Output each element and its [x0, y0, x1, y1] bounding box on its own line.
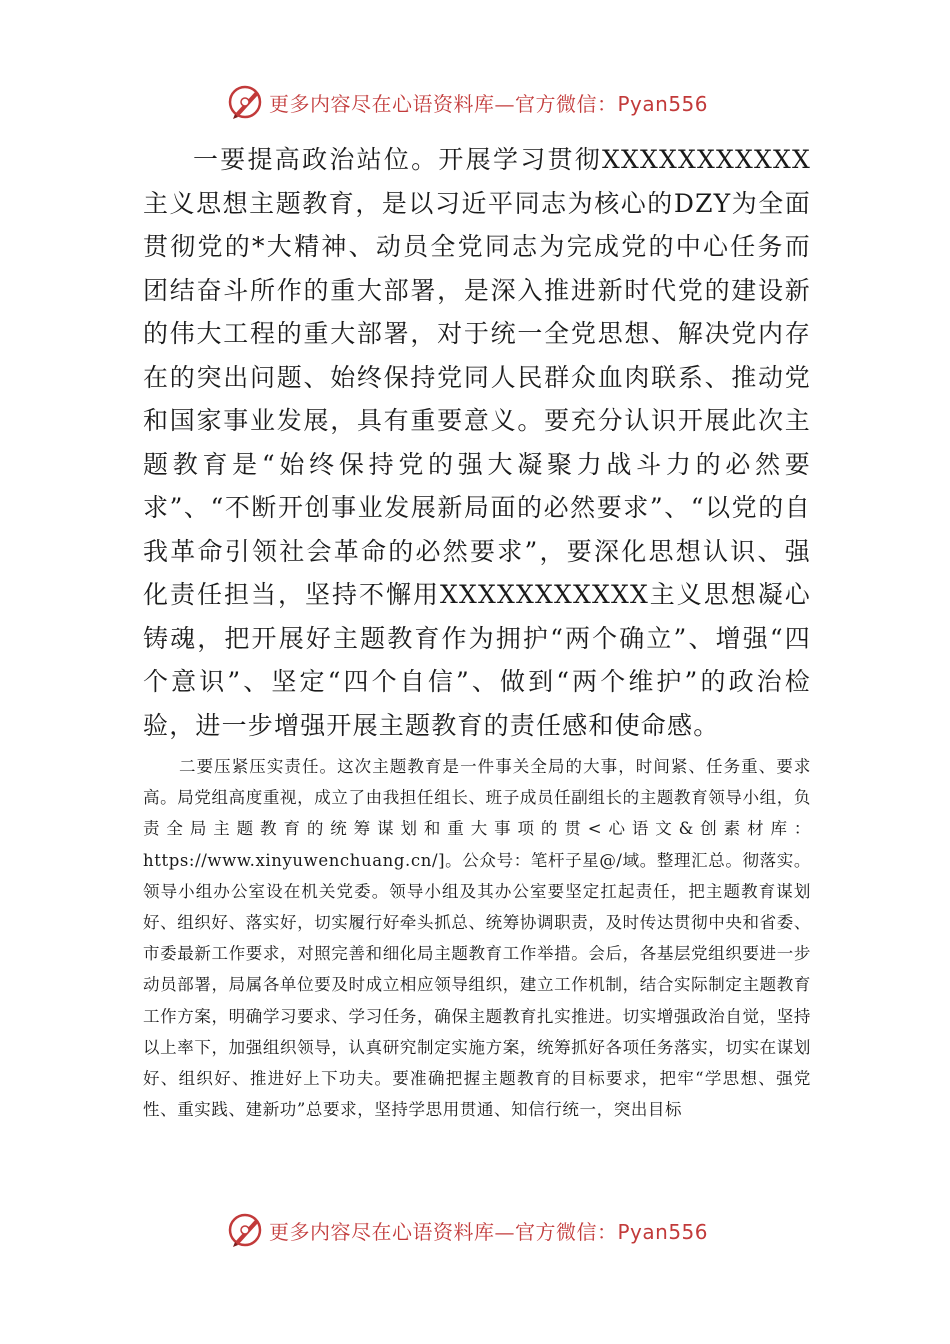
- footer-banner-label: 更多内容尽在心语资料库—官方微信：: [269, 1219, 618, 1244]
- header-banner-text: [269, 88, 708, 117]
- footer-banner-text: [269, 1216, 708, 1245]
- footer-banner-handle: Pyan556: [617, 1219, 709, 1244]
- pen-logo-icon: [225, 82, 265, 122]
- footer-banner: [225, 1210, 745, 1250]
- paragraph-1: 一要提高政治站位。开展学习贯彻XXXXXXXXXXX主义思想主题教育，是以习近平同志为核心的DZY为全面贯彻党的*大精神、动员全党同志为完成党的中心任务而团结奋斗所作的重大部署，是深入推进新时代党的建设新的伟大工程的重大部署，对于统一全党思想、解决党内存在的突出问题、始终保持党同人民群众血肉联系、推动党和国家事业发展，具有重要意义。要充分认识开展此次主题教育是“始终保持党的强大凝聚力战斗力的必然要求”、“不断开创事业发展新局面的必然要求”、“以党的自我革命引领社会革命的必然要求”，要深化思想认识、强化责任担当，坚持不懈用XXXXXXXXXXX主义思想凝心铸魂，把开展好主题教育作为拥护“两个确立”、增强“四个意识”、坚定“四个自信”、做到“两个维护”的政治检验，进一步增强开展主题教育的责任感和使命感。: [143, 145, 811, 740]
- pen-logo-icon: [225, 1210, 265, 1250]
- document-body: [143, 138, 811, 1125]
- header-banner: [225, 82, 745, 122]
- header-banner-handle: Pyan556: [617, 91, 709, 116]
- paragraph-2: 二要压紧压实责任。这次主题教育是一件事关全局的大事，时间紧、任务重、要求高。局党组高度重视，成立了由我担任组长、班子成员任副组长的主题教育领导小组，负责全局主题教育的统筹谋划和重大事项的贯<心语文&创素材库：https://www.xinyuwenchuang.cn/]。公众号：笔杆子星@/域。整理汇总。彻落实。领导小组办公室设在机关党委。领导小组及其办公室要坚定扛起责任，把主题教育谋划好、组织好、落实好，切实履行好牵头抓总、统筹协调职责，及时传达贯彻中央和省委、市委最新工作要求，对照完善和细化局主题教育工作举措。会后，各基层党组织要进一步动员部署，局属各单位要及时成立相应领导组织，建立工作机制，结合实际制定主题教育工作方案，明确学习要求、学习任务，确保主题教育扎实推进。切实增强政治自觉，坚持以上率下，加强组织领导，认真研究制定实施方案，统筹抓好各项任务落实，切实在谋划好、组织好、推进好上下功夫。要准确把握主题教育的目标要求，把牢“学思想、强党性、重实践、建新功”总要求，坚持学思用贯通、知信行统一，突出目标: [143, 757, 811, 1120]
- header-banner-label: 更多内容尽在心语资料库—官方微信：: [269, 91, 618, 116]
